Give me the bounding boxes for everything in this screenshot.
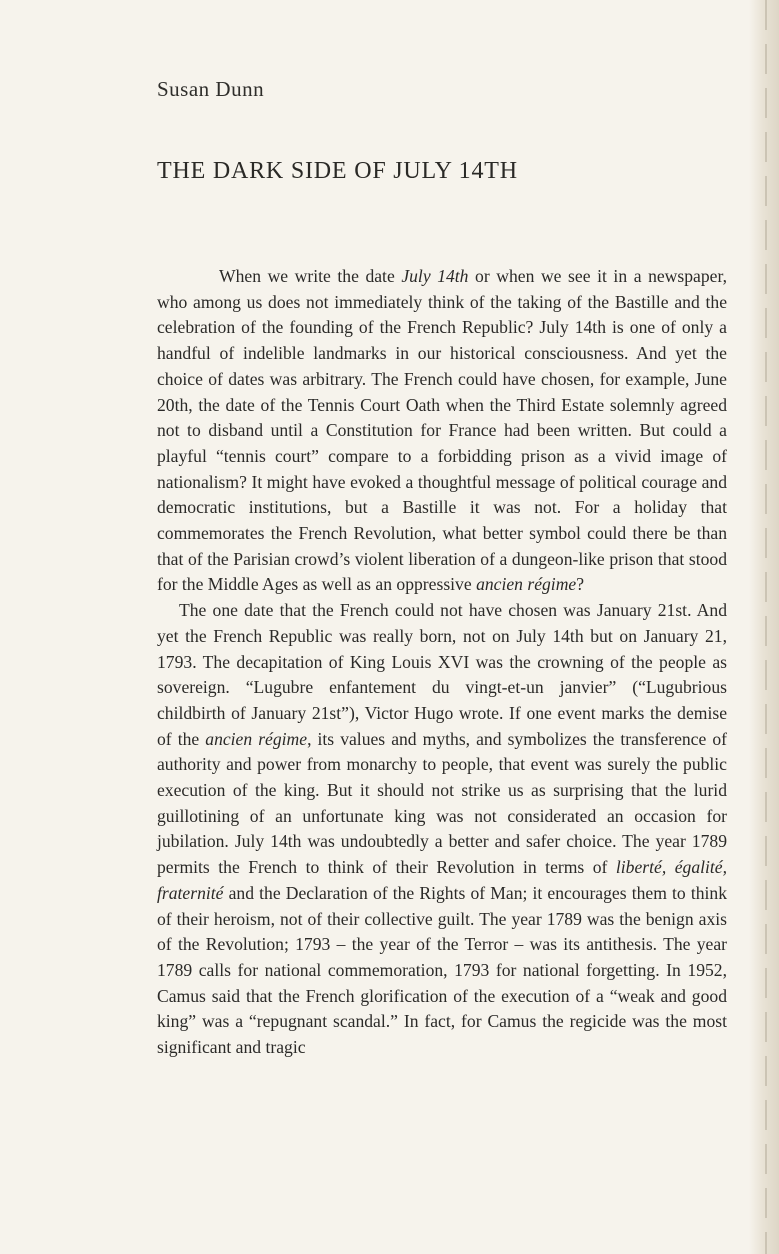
italic-text-run: ancien régime — [205, 728, 308, 749]
page-edge-line — [765, 0, 767, 1254]
text-run: and the Declaration of the Rights of Man; it encourages them to think of their heroism, not of their collective guilt. The year 1789 was the benign axis of the Revolution; 1793 – the year of the Terror – was its antithesis. The year 1789 calls for national commemoration, 1793 for national forgetting. In 1952, Camus said that the French glorification of the execution of a “weak and good king” was a “repugnant scandal.” In fact, for Camus the regicide was the most significant and tragic — [157, 882, 727, 1058]
text-run: , its values and myths, and symbolizes the transference of authority and power from monarchy to people, that event was surely the public execution of the king. But it should not strike us as surprising that the lurid guillotining of an unfortunate king was not considerated an occasion for jubilation. July 14th was undoubtedly a better and safer choice. The year 1789 permits the French to think of their Revolution in terms of — [157, 728, 727, 878]
text-run: ? — [576, 574, 585, 595]
text-run: The one date that the French could not have chosen was January 21st. And yet the French Republic was really born, not on July 14th but on January 21, 1793. The decapitation of King Louis XVI was the crowning of the people as sovereign. “Lugubre enfantement du vingt-et-un janvier” (“Lugubrious childbirth of January 21st”), Victor Hugo wrote. If one event marks the demise of the — [157, 600, 727, 749]
body-text — [157, 264, 727, 1061]
page-edge-shadow — [749, 0, 779, 1254]
paragraph-1 — [157, 264, 727, 598]
italic-text-run: July 14th — [401, 266, 469, 286]
text-run: or when we see it in a newspaper, who among us does not immediately think of the taking of the Bastille and the celebration of the founding of the French Republic? July 14th is one of only a handful of indelible landmarks in our historical consciousness. And yet the choice of dates was arbitrary. The French could have chosen, for example, June 20th, the date of the Tennis Court Oath when the Third Estate solemnly agreed not to disband until a Constitution for France had been written. But could a playful “tennis court” compare to a forbidding prison as a vivid image of nationalism? It might have evoked a thoughtful message of political courage and democratic institutions, but a Bastille it was not. For a holiday that commemorates the French Revolution, what better symbol could there be than that of the Parisian crowd’s violent liberation of a dungeon-like prison that stood for the Middle Ages as well as an oppressive — [157, 266, 727, 595]
italic-text-run: liberté, égalité, fraternité — [157, 857, 727, 903]
text-run: When we write the date — [219, 266, 402, 286]
author-name: Susan Dunn — [157, 77, 265, 101]
italic-text-run: ancien régime — [476, 574, 577, 595]
chapter-title: THE DARK SIDE OF JULY 14TH — [157, 158, 518, 184]
paragraph-2 — [157, 598, 727, 1061]
